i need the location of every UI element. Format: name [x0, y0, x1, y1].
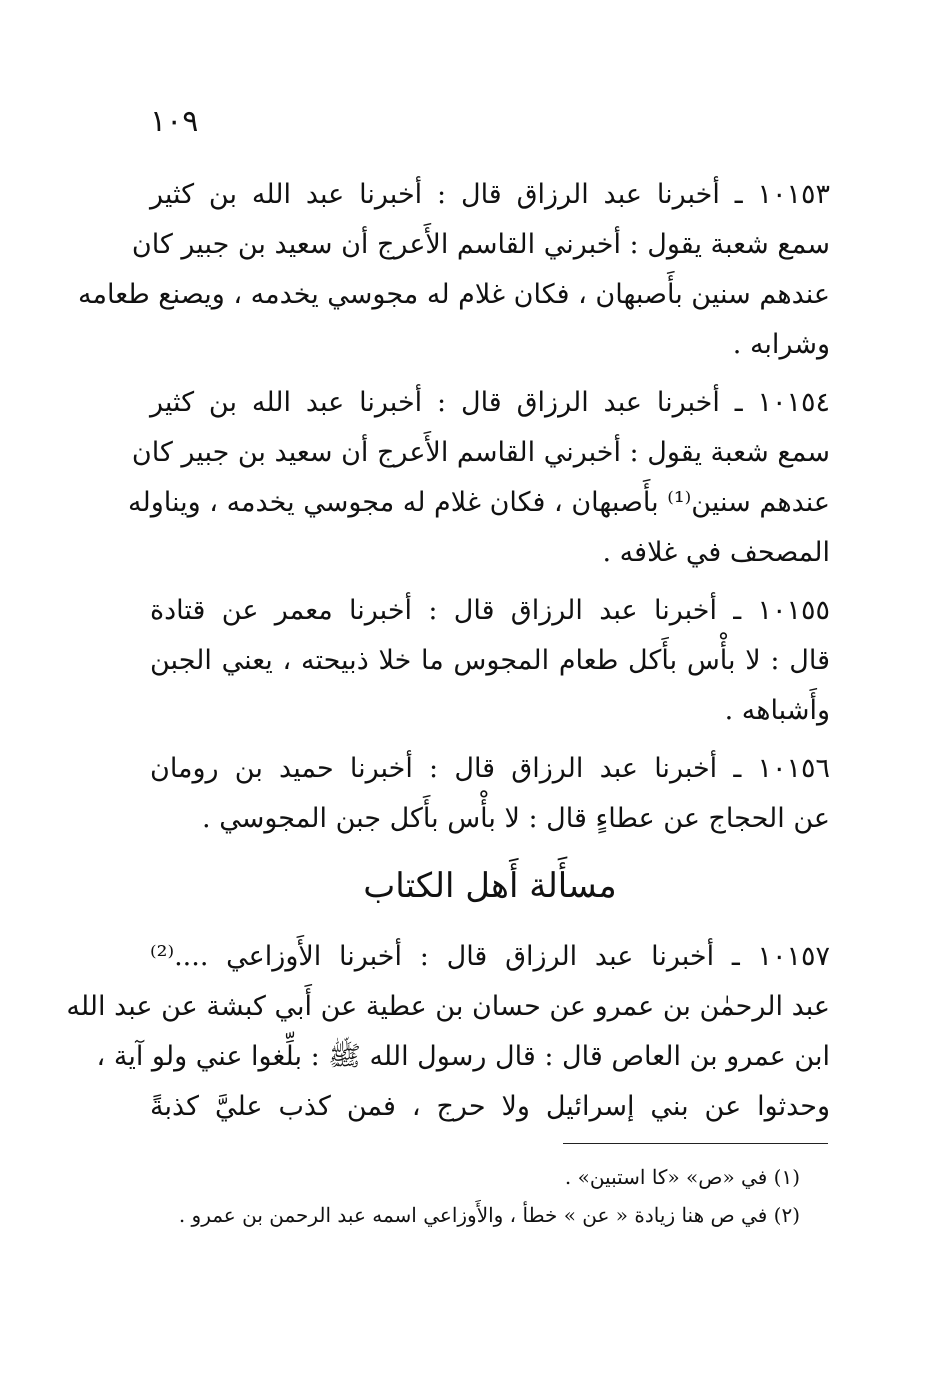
text-line: عندهم سنين بأَصبهان ، فكان غلام له مجوسي يخدمه ، ويصنع طعامه	[78, 279, 830, 310]
footnote-2: (٢) في ص هنا زيادة « عن » خطأ ، والأَوزاعي اسمه عبد الرحمن بن عمرو .	[178, 1203, 800, 1227]
text-line: ١٠١٥٧ ـ أخبرنا عبد الرزاق قال : أخبرنا الأَوزاعي ....⁽²⁾	[150, 941, 830, 972]
text-line: ١٠١٥٤ ـ أخبرنا عبد الرزاق قال : أخبرنا عبد الله بن كثير	[150, 387, 830, 418]
text-line: ١٠١٥٦ ـ أخبرنا عبد الرزاق قال : أخبرنا حميد بن رومان	[150, 753, 830, 784]
text-line: سمع شعبة يقول : أخبرني القاسم الأَعرج أن سعيد بن جبير كان	[131, 437, 830, 468]
footnote-divider	[563, 1143, 828, 1144]
text-line: وأَشباهه .	[724, 695, 830, 726]
hadith-entries-top	[78, 170, 830, 852]
text-line: عن الحجاج عن عطاءٍ قال : لا بأْس بأَكل جبن المجوسي .	[202, 803, 830, 834]
hadith-entry-10153	[78, 170, 830, 370]
hadith-entry-10154	[128, 378, 830, 578]
text-line: وشرابه .	[732, 329, 830, 360]
text-line: المصحف في غلافه .	[602, 537, 830, 568]
text-line: قال : لا بأْس بأَكل طعام المجوس ما خلا ذبيحته ، يعني الجبن	[150, 645, 830, 676]
page-number: ١٠٩	[150, 104, 199, 139]
text-line: ١٠١٥٥ ـ أخبرنا عبد الرزاق قال : أخبرنا معمر عن قتادة	[150, 595, 830, 626]
text-line: وحدثوا عن بني إسرائيل ولا حرج ، فمن كذب عليَّ كذبةً	[150, 1091, 830, 1122]
footnotes	[150, 1158, 800, 1234]
text-line: عندهم سنين⁽¹⁾ بأَصبهان ، فكان غلام له مجوسي يخدمه ، ويناوله	[128, 487, 830, 518]
footnote-1: (١) في «ص» «كا استبين» .	[564, 1165, 800, 1189]
text-line: ١٠١٥٣ ـ أخبرنا عبد الرزاق قال : أخبرنا عبد الله بن كثير	[150, 179, 830, 210]
hadith-entry-10157	[66, 932, 830, 1132]
hadith-entry-10156	[150, 744, 830, 844]
hadith-entry-10155	[150, 586, 830, 736]
text-line: ابن عمرو بن العاص قال : قال رسول الله ﷺ : بلِّغوا عني ولو آية ،	[96, 1041, 830, 1072]
text-line: سمع شعبة يقول : أخبرني القاسم الأَعرج أن سعيد بن جبير كان	[131, 229, 830, 260]
text-line: عبد الرحمٰن بن عمرو عن حسان بن عطية عن أَبي كبشة عن عبد الله	[66, 991, 830, 1022]
section-heading: مسأَلة أَهل الكتاب	[363, 866, 617, 906]
